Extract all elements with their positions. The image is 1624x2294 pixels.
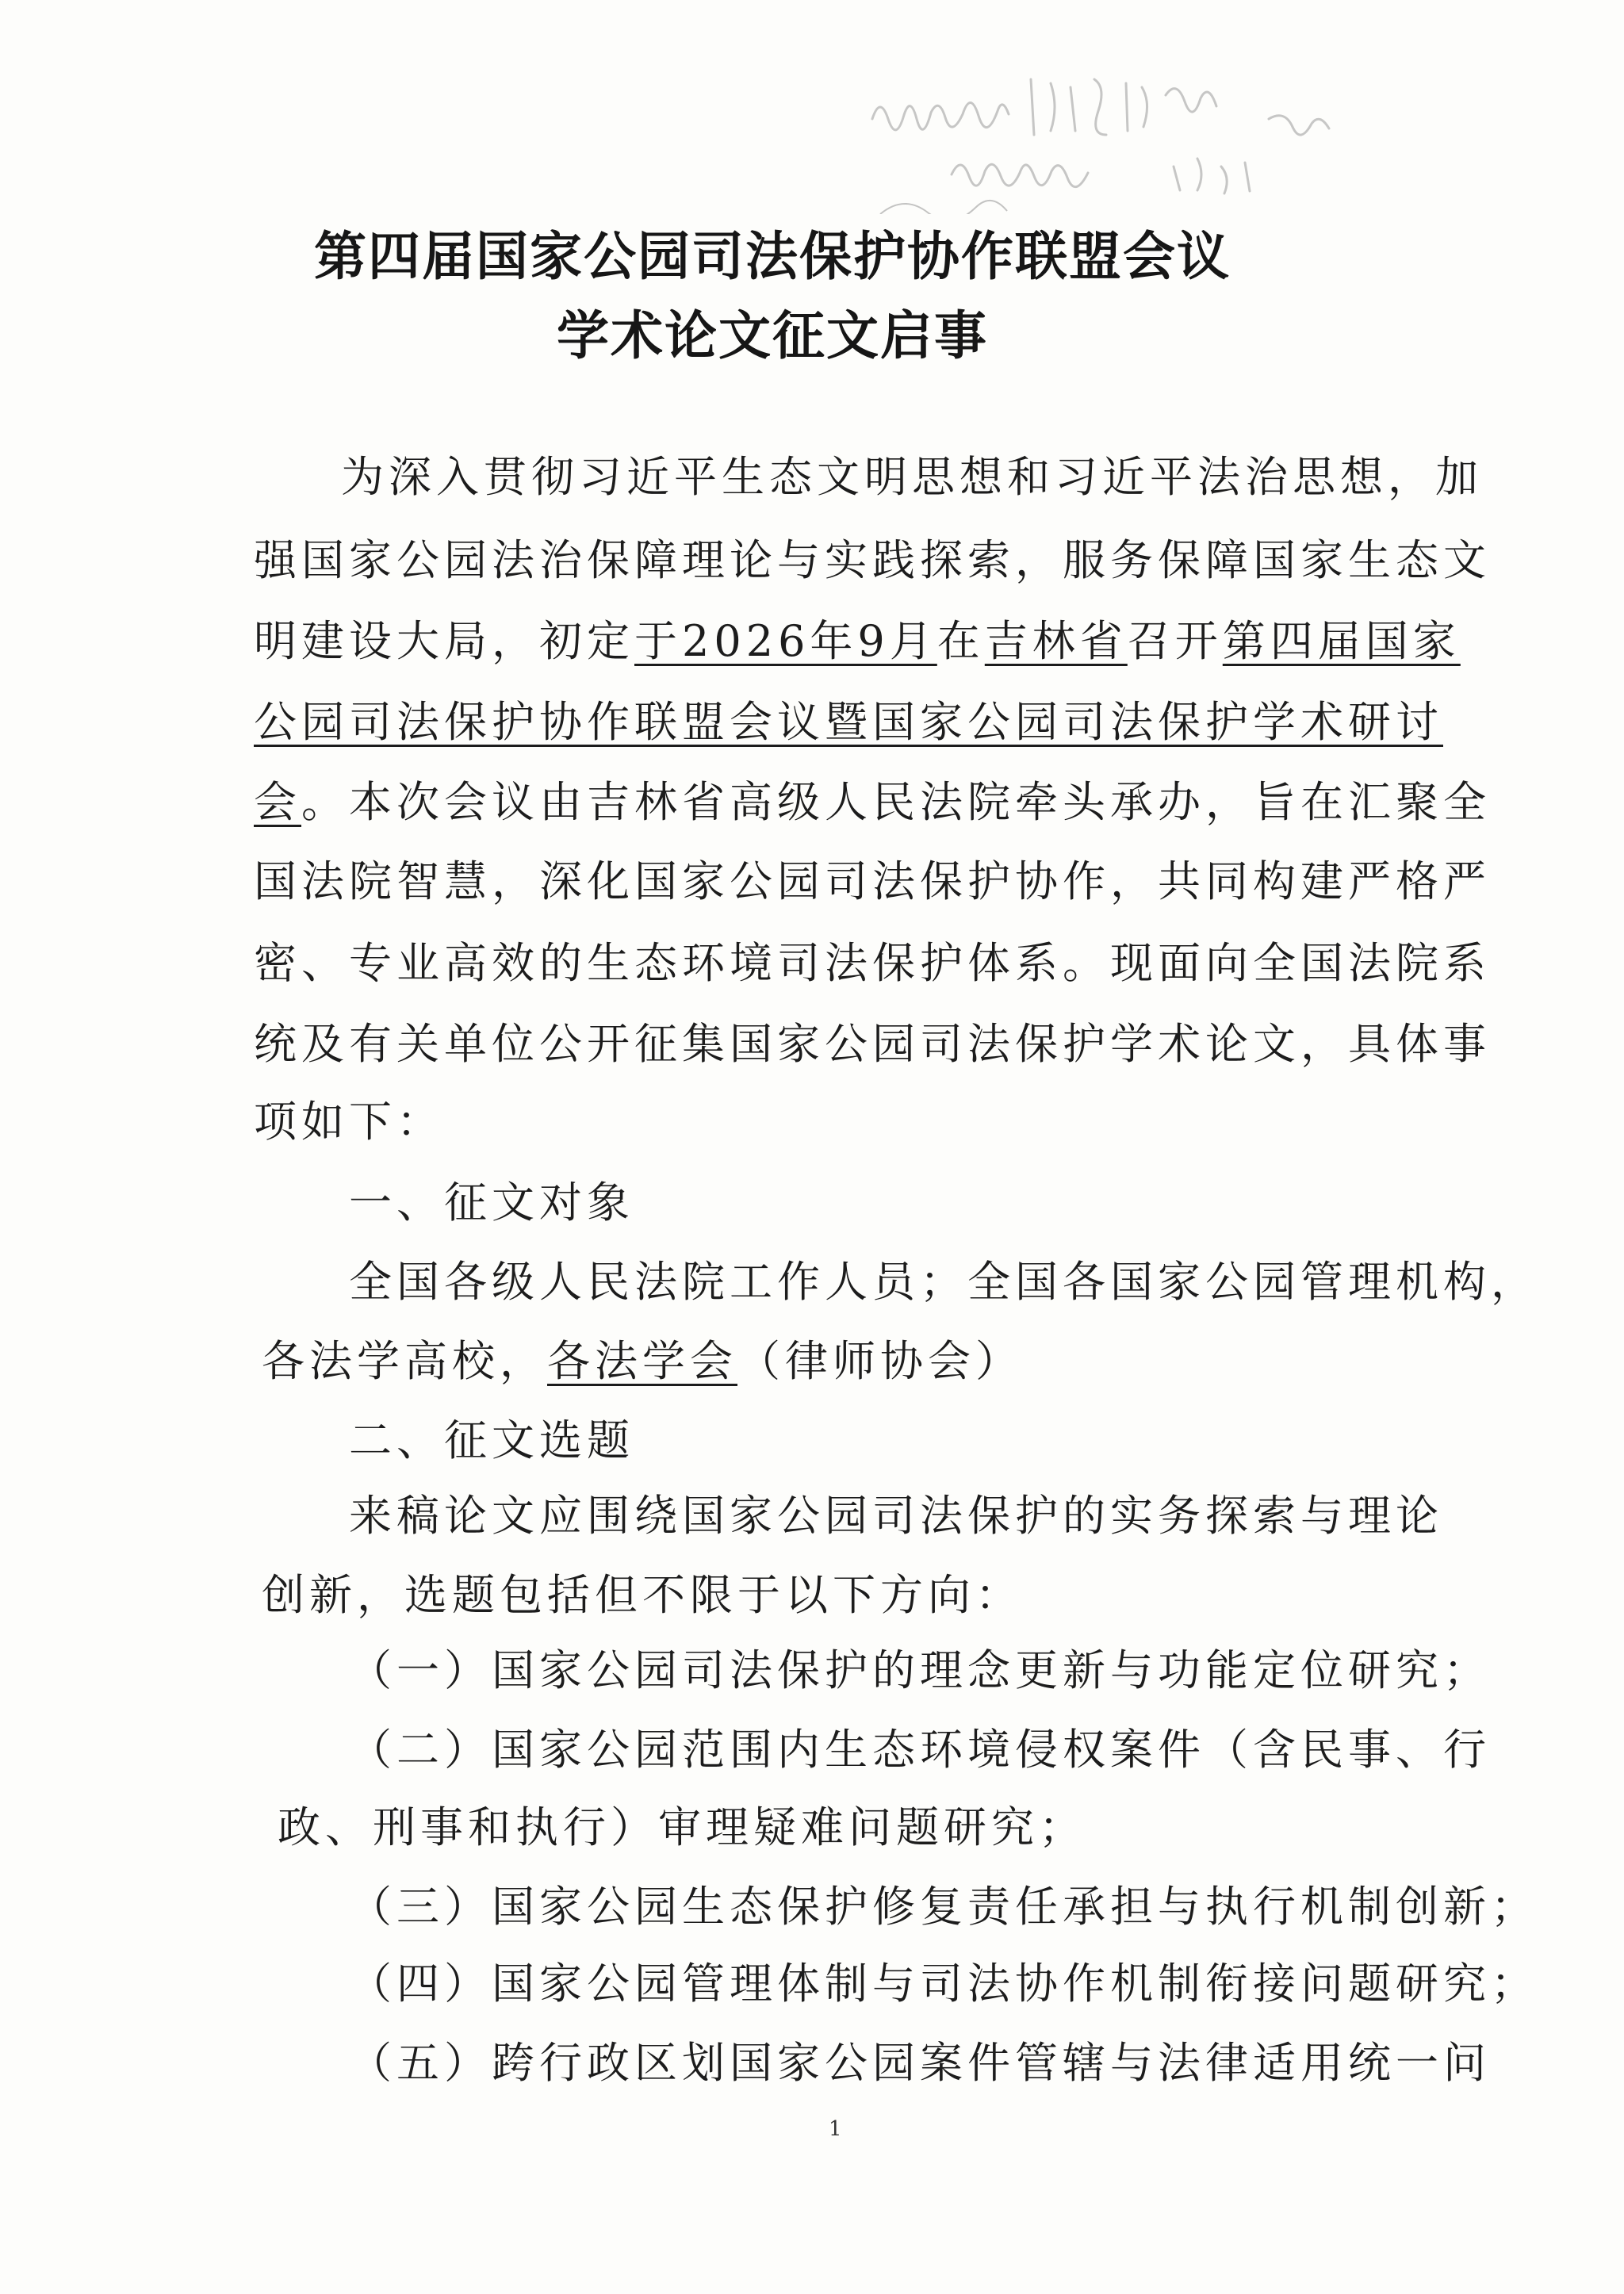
intro-paragraph-line [254, 856, 1491, 906]
text-segment: 。本次会议由吉林省高级人民法院牵头承办，旨在汇聚全 [301, 777, 1491, 827]
text-segment: （五）跨行政区划国家公园案件管辖与法律适用统一问 [349, 2038, 1491, 2088]
underlined-text: 于2026年9月 [634, 616, 937, 666]
intro-paragraph-line [254, 938, 1491, 988]
section1-line [349, 1257, 1538, 1307]
text-segment: 为深入贯彻习近平生态文明思想和习近平法治思想，加 [341, 452, 1483, 502]
underlined-text: 吉林省 [984, 616, 1128, 666]
underlined-text: 各法学会 [547, 1336, 737, 1386]
text-segment: （律师协会） [737, 1336, 1023, 1386]
text-segment: 国法院智慧，深化国家公园司法保护协作，共同构建严格严 [254, 856, 1491, 906]
text-segment: 统及有关单位公开征集国家公园司法保护学术论文，具体事 [254, 1019, 1491, 1069]
section1-line [262, 1336, 1023, 1386]
section2-line [278, 1802, 1086, 1852]
text-segment: （二）国家公园范围内生态环境侵权案件（含民事、行 [349, 1725, 1491, 1775]
intro-paragraph-line [254, 616, 1461, 666]
section2-line [349, 1645, 1491, 1695]
section2-line [349, 1882, 1538, 1932]
section-heading-topics: 二、征文选题 [349, 1415, 634, 1465]
section2-line [349, 1725, 1491, 1775]
section-heading-submission-target: 一、征文对象 [349, 1178, 634, 1227]
handwritten-annotation [825, 48, 1396, 214]
text-segment: 全国各级人民法院工作人员；全国各国家公园管理机构， [349, 1257, 1538, 1307]
document-title-line-2: 学术论文征文启事 [557, 305, 988, 366]
text-segment: 政、刑事和执行）审理疑难问题研究； [278, 1802, 1086, 1852]
section2-line [349, 2038, 1491, 2088]
text-segment: 各法学高校， [262, 1336, 547, 1386]
section2-line [349, 1959, 1538, 2009]
text-segment: 创新，选题包括但不限于以下方向： [262, 1570, 1023, 1620]
intro-paragraph-line [341, 452, 1483, 502]
text-segment: 来稿论文应围绕国家公园司法保护的实务探索与理论 [349, 1491, 1443, 1541]
text-segment: 项如下： [254, 1097, 444, 1147]
underlined-text: 会 [254, 777, 301, 827]
text-segment: 强国家公园法治保障理论与实践探索，服务保障国家生态文 [254, 535, 1491, 585]
text-segment: （四）国家公园管理体制与司法协作机制衔接问题研究； [349, 1959, 1538, 2009]
underlined-text: 第四届国家 [1222, 616, 1461, 666]
document-title-line-1: 第四届国家公园司法保护协作联盟会议 [314, 226, 1231, 287]
text-segment: 在 [936, 616, 985, 666]
intro-paragraph-line [254, 697, 1443, 747]
page-number: 1 [829, 2117, 842, 2141]
section2-line [262, 1570, 1023, 1620]
section2-line [349, 1491, 1443, 1541]
text-segment: 明建设大局，初定 [254, 616, 634, 666]
intro-paragraph-line [254, 777, 1491, 827]
intro-paragraph-line [254, 1019, 1491, 1069]
intro-paragraph-line [254, 1097, 444, 1147]
text-segment: 召开 [1127, 616, 1223, 666]
intro-paragraph-line [254, 535, 1491, 585]
text-segment: （一）国家公园司法保护的理念更新与功能定位研究； [349, 1645, 1491, 1695]
text-segment: 密、专业高效的生态环境司法保护体系。现面向全国法院系 [254, 938, 1491, 988]
underlined-text: 公园司法保护协作联盟会议暨国家公园司法保护学术研讨 [254, 697, 1443, 747]
text-segment: （三）国家公园生态保护修复责任承担与执行机制创新； [349, 1882, 1538, 1932]
